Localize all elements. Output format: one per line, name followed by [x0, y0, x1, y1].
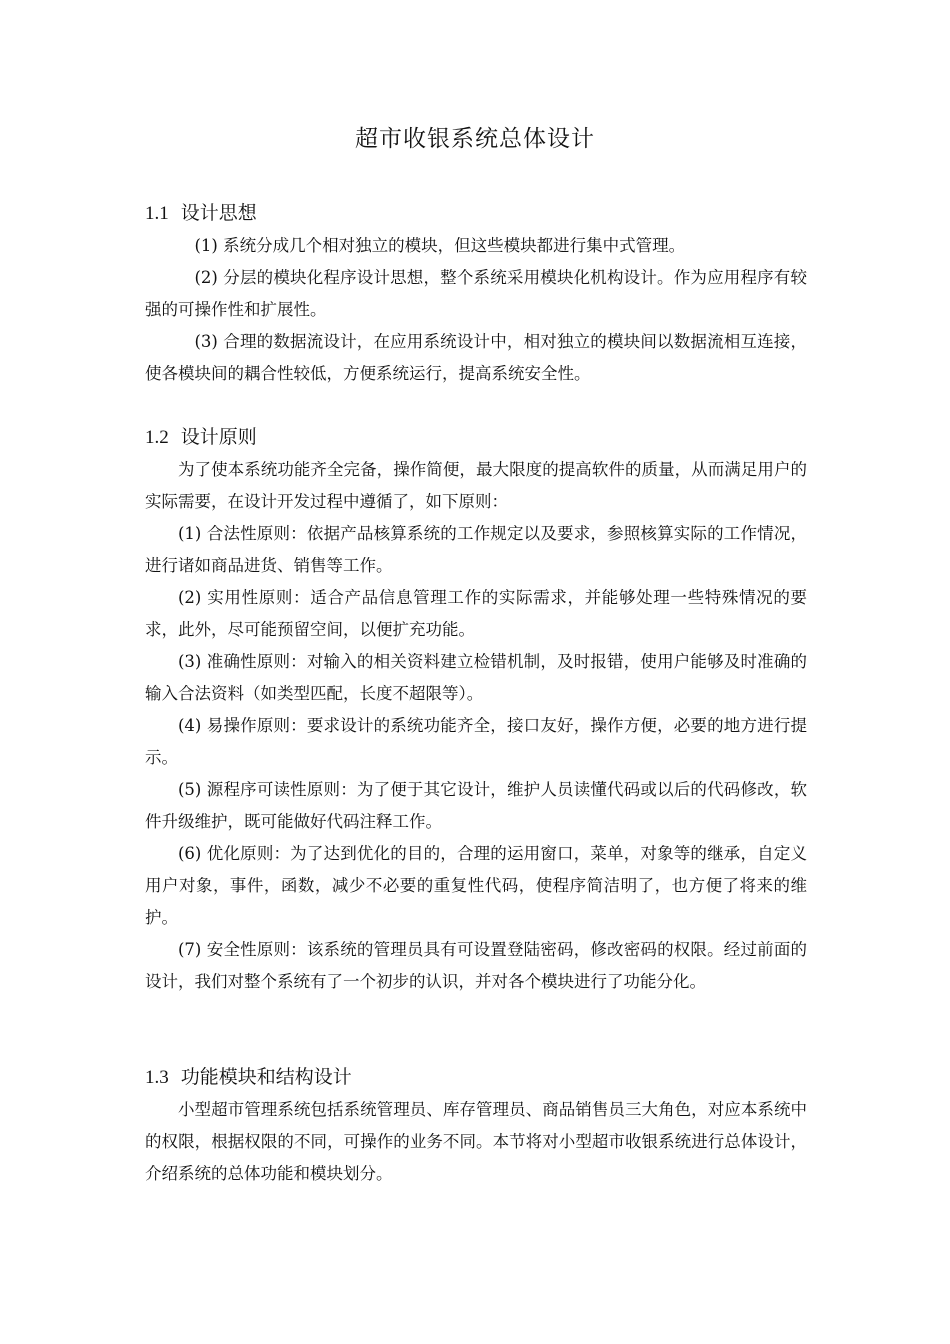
section-number: 1.3 [145, 1067, 169, 1088]
paragraph: (3) 合理的数据流设计，在应用系统设计中，相对独立的模块间以数据流相互连接，使各模块间的耦合性较低，方便系统运行，提高系统安全性。 [145, 332, 807, 383]
document-title: 超市收银系统总体设计 [355, 126, 595, 152]
paragraph: (6) 优化原则：为了达到优化的目的，合理的运用窗口，菜单，对象等的继承，自定义用户对象，事件，函数，减少不必要的重复性代码，使程序简洁明了，也方便了将来的维护。 [145, 844, 807, 927]
section-heading-1-3 [145, 1062, 352, 1089]
paragraph: 为了使本系统功能齐全完备，操作简便，最大限度的提高软件的质量，从而满足用户的实际需要，在设计开发过程中遵循了，如下原则： [145, 460, 807, 511]
paragraph: (1) 合法性原则：依据产品核算系统的工作规定以及要求，参照核算实际的工作情况，进行诸如商品进货、销售等工作。 [145, 524, 807, 575]
section-title: 设计原则 [180, 426, 257, 448]
paragraph: (3) 准确性原则：对输入的相关资料建立检错机制，及时报错，使用户能够及时准确的输入合法资料（如类型匹配，长度不超限等）。 [145, 652, 807, 703]
section-title: 设计思想 [180, 202, 257, 224]
paragraph: (5) 源程序可读性原则：为了便于其它设计，维护人员读懂代码或以后的代码修改，软件升级维护，既可能做好代码注释工作。 [145, 780, 807, 831]
paragraph: 小型超市管理系统包括系统管理员、库存管理员、商品销售员三大角色，对应本系统中的权限，根据权限的不同，可操作的业务不同。本节将对小型超市收银系统进行总体设计，介绍系统的总体功能和模块划分。 [145, 1100, 807, 1183]
paragraph: (2) 实用性原则：适合产品信息管理工作的实际需求，并能够处理一些特殊情况的要求，此外，尽可能预留空间，以便扩充功能。 [145, 588, 807, 639]
paragraph: (7) 安全性原则：该系统的管理员具有可设置登陆密码，修改密码的权限。经过前面的设计，我们对整个系统有了一个初步的认识，并对各个模块进行了功能分化。 [145, 940, 807, 991]
paragraph: (4) 易操作原则：要求设计的系统功能齐全，接口友好，操作方便，必要的地方进行提示。 [145, 716, 807, 767]
section-number: 1.2 [145, 427, 169, 448]
section-heading-1-1 [145, 198, 257, 225]
section-title: 功能模块和结构设计 [180, 1066, 352, 1088]
paragraph: (2) 分层的模块化程序设计思想，整个系统采用模块化机构设计。作为应用程序有较强的可操作性和扩展性。 [145, 268, 807, 319]
section-number: 1.1 [145, 203, 169, 224]
paragraph: (1) 系统分成几个相对独立的模块，但这些模块都进行集中式管理。 [194, 236, 686, 255]
section-heading-1-2 [145, 422, 257, 449]
